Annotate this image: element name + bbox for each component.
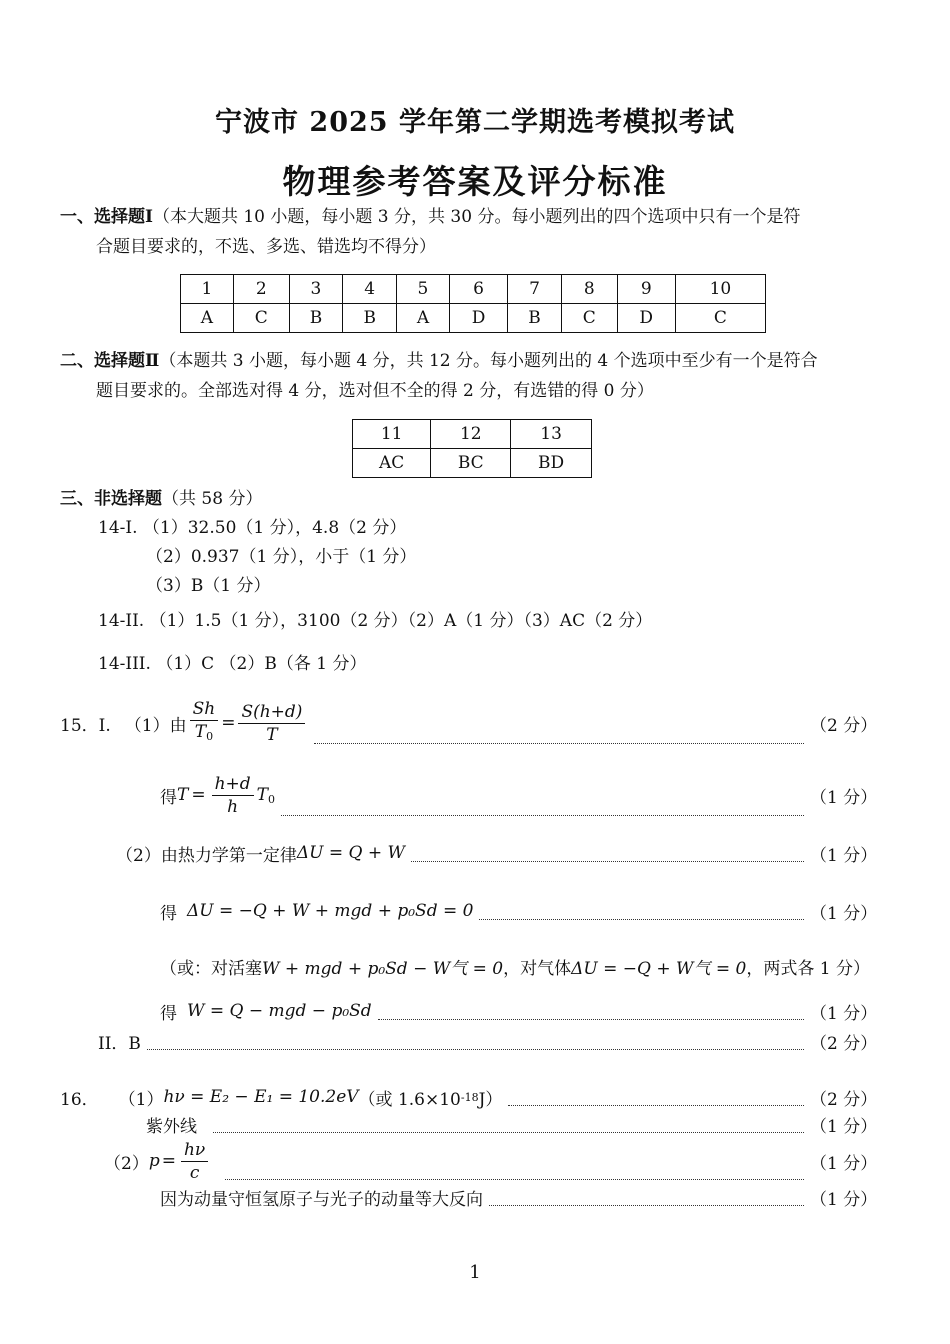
question-number-cell: 7	[508, 275, 562, 304]
answer-cell: C	[675, 304, 765, 333]
q16-p1-exponent: -18	[460, 1090, 479, 1104]
section2-heading: 二、选择题Ⅱ	[60, 351, 160, 371]
leader-dots	[281, 815, 804, 816]
leader-dots	[479, 919, 804, 920]
leader-dots	[213, 1132, 804, 1133]
q15-p3-score: （1 分）	[810, 845, 878, 866]
leader-dots	[378, 1019, 804, 1020]
section2-description	[60, 346, 900, 406]
q16-p1-prefix: （1）	[118, 1089, 164, 1110]
section2-answer-table	[352, 419, 592, 478]
leader-dots	[411, 861, 804, 862]
q14-line3: （3）B（1 分）	[146, 576, 271, 596]
section1-number-row	[181, 275, 766, 304]
q15-part4-row	[160, 896, 878, 926]
page-number: 1	[469, 1262, 481, 1283]
q15-p7-prefix: II．B	[98, 1033, 141, 1054]
q16-part4-row	[160, 1182, 878, 1212]
q15-label: 15．I.	[60, 715, 111, 736]
q15-part2-row: 得 T = $\frac{h+d}{h}$ $T_0$ （1 分）	[160, 773, 878, 817]
answer-cell: B	[508, 304, 562, 333]
q16-p3-prefix: （2）	[104, 1153, 149, 1174]
q16-part1-row	[60, 1082, 878, 1112]
section2-answer-row	[353, 449, 592, 478]
q15-p5-text2: ，对气体	[503, 959, 572, 979]
q15-p5-formula1: W + mgd + p₀Sd − W气 = 0	[262, 959, 504, 979]
q15-p6-prefix: 得	[160, 1003, 177, 1024]
answer-cell: A	[397, 304, 450, 333]
answer-cell: D	[617, 304, 675, 333]
q16-part3-row: （2） p = $\frac{h\nu}{c}$ （1 分）	[104, 1139, 878, 1183]
section1-desc-line1: （本大题共 10 小题，每小题 3 分，共 30 分。每小题列出的四个选项中只有一个是符	[152, 207, 801, 227]
leader-dots	[314, 743, 804, 744]
question-number-cell: 9	[617, 275, 675, 304]
answer-cell: C	[561, 304, 617, 333]
q14-line5: 14-III. （1）C （2）B（各 1 分）	[98, 654, 367, 674]
q15-p6-score: （1 分）	[810, 1003, 878, 1024]
question-number-cell: 11	[353, 420, 431, 449]
q15-p3-prefix: （2）由热力学第一定律	[116, 845, 297, 866]
section1-answer-row	[181, 304, 766, 333]
q15-p4-score: （1 分）	[810, 903, 878, 924]
q15-p2-prefix: 得	[160, 787, 177, 808]
q15-part6-row	[160, 996, 878, 1026]
section2-desc-line2: 题目要求的。全部选对得 4 分，选对但不全的得 2 分，有选错的得 0 分）	[96, 381, 654, 401]
q15-p5-text3: ，两式各 1 分）	[746, 959, 870, 979]
q16-p1-note: （或 1.6×10	[358, 1089, 461, 1110]
q15-p1-score: （2 分）	[810, 715, 878, 736]
q14-line1: 14-I. （1）32.50（1 分），4.8（2 分）	[98, 518, 407, 538]
answer-cell: BC	[431, 449, 511, 478]
section1-desc-line2: 合题目要求的，不选、多选、错选均不得分）	[96, 237, 436, 257]
q16-p2-text: 紫外线	[146, 1116, 197, 1137]
answer-key-title: 物理参考答案及评分标准	[282, 162, 668, 201]
q15-p7-score: （2 分）	[810, 1033, 878, 1054]
q16-p1-note-end: J）	[478, 1089, 503, 1110]
q15-p5-formula2: ΔU = −Q + W气 = 0	[571, 959, 747, 979]
q15-p4-formula: ΔU = −Q + W + mgd + p₀Sd = 0	[187, 901, 474, 921]
question-number-cell: 6	[449, 275, 507, 304]
q14-line4: 14-II. （1）1.5（1 分），3100（2 分）（2）A（1 分）（3）AC（2 分）	[98, 611, 653, 631]
q16-p4-text: 因为动量守恒氢原子与光子的动量等大反向	[160, 1189, 483, 1210]
q15-part1-row: 15．I. （1）由 $\frac{Sh}{T_0}$ = $\frac{S(h+d)}{T}$ （2 分）	[60, 696, 870, 750]
section1-heading: 一、选择题Ⅰ	[60, 207, 153, 227]
section1-answer-table	[180, 274, 766, 333]
section3-desc: （共 58 分）	[162, 489, 263, 509]
answer-cell: A	[181, 304, 234, 333]
answer-cell: AC	[353, 449, 431, 478]
q15-p3-formula: ΔU = Q + W	[296, 843, 405, 863]
q15-part5-alt-line	[160, 954, 870, 979]
leader-dots	[147, 1049, 804, 1050]
leader-dots	[508, 1105, 804, 1106]
section2-number-row	[353, 420, 592, 449]
q16-p1-formula: hν = E₂ − E₁ = 10.2eV	[163, 1087, 359, 1107]
question-number-cell: 8	[561, 275, 617, 304]
q15-p1-prefix: （1）由	[124, 715, 187, 736]
q16-p4-score: （1 分）	[810, 1189, 878, 1210]
answer-cell: B	[343, 304, 397, 333]
q16-p2-score: （1 分）	[810, 1116, 878, 1137]
q15-p2-score: （1 分）	[810, 787, 878, 808]
question-number-cell: 3	[289, 275, 343, 304]
leader-dots	[225, 1179, 804, 1180]
question-number-cell: 4	[343, 275, 397, 304]
q14-line2: （2）0.937（1 分），小于（1 分）	[146, 547, 417, 567]
q15-p1-fraction-right: $\frac{S(h+d)}{T}$	[238, 701, 305, 746]
q16-p3-score: （1 分）	[810, 1153, 878, 1174]
q16-p1-score: （2 分）	[810, 1089, 878, 1110]
question-number-cell: 5	[397, 275, 450, 304]
answer-cell: B	[289, 304, 343, 333]
q15-part3-row	[116, 838, 878, 868]
answer-cell: C	[233, 304, 289, 333]
exam-title: 宁波市 2025 学年第二学期选考模拟考试	[215, 107, 735, 138]
q16-part2-row	[146, 1109, 878, 1139]
q15-p6-formula: W = Q − mgd − p₀Sd	[187, 1001, 372, 1021]
question-number-cell: 1	[181, 275, 234, 304]
section3-heading: 三、非选择题	[60, 489, 162, 509]
q15-p2-fraction: $\frac{h+d}{h}$	[212, 773, 254, 818]
section1-description	[60, 202, 900, 262]
section3-heading-line	[60, 484, 262, 509]
q15-p4-prefix: 得	[160, 903, 177, 924]
question-number-cell: 13	[511, 420, 592, 449]
question-number-cell: 2	[233, 275, 289, 304]
question-number-cell: 12	[431, 420, 511, 449]
section2-desc-line1: （本题共 3 小题，每小题 4 分，共 12 分。每小题列出的 4 个选项中至少有一个是符合	[159, 351, 818, 371]
answer-cell: D	[449, 304, 507, 333]
q16-p3-fraction: $\frac{h\nu}{c}$	[181, 1139, 208, 1184]
q15-p5-text1: （或：对活塞	[160, 959, 262, 979]
answer-cell: BD	[511, 449, 592, 478]
q15-p1-fraction-left: $\frac{Sh}{T_0}$	[190, 698, 219, 748]
q16-label: 16．	[60, 1089, 99, 1110]
q15-part7-row	[98, 1026, 878, 1056]
question-number-cell: 10	[675, 275, 765, 304]
leader-dots	[489, 1205, 804, 1206]
